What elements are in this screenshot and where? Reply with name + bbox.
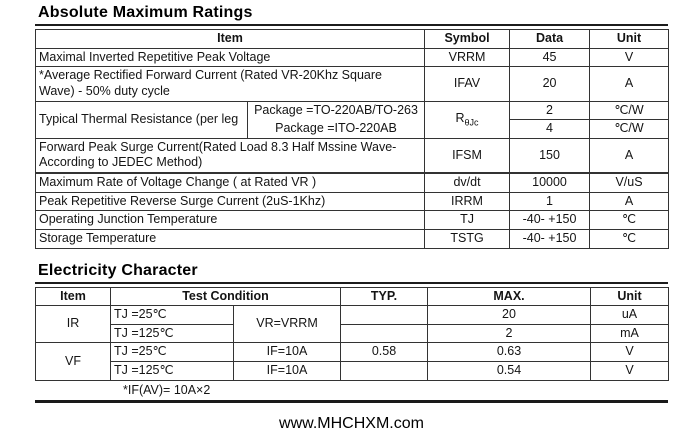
item-cell: Peak Repetitive Reverse Surge Current (2uS-1Khz) (36, 192, 425, 211)
package-cell: Package =ITO-220AB (248, 120, 425, 139)
item-cell: Operating Junction Temperature (36, 211, 425, 230)
header-test-condition: Test Condition (111, 287, 341, 306)
footnote: *IF(AV)= 10A×2 (35, 381, 668, 403)
condition-cell: TJ =125℃ (111, 362, 234, 381)
header-unit: Unit (590, 30, 669, 49)
max-cell: 20 (428, 306, 591, 325)
header-symbol: Symbol (425, 30, 510, 49)
data-cell: 4 (510, 120, 590, 139)
symbol-cell: IFAV (425, 67, 510, 101)
abs-max-header-row (36, 30, 669, 49)
data-cell: 20 (510, 67, 590, 101)
symbol-main: R (455, 110, 465, 125)
data-cell: 2 (510, 101, 590, 120)
header-item: Item (36, 287, 111, 306)
electricity-header-row (36, 287, 669, 306)
condition-cell: TJ =125℃ (111, 324, 234, 343)
table-row (36, 306, 669, 325)
condition-cell: TJ =25℃ (111, 343, 234, 362)
unit-cell: mA (591, 324, 669, 343)
header-typ: TYP. (341, 287, 428, 306)
data-cell: 1 (510, 192, 590, 211)
data-cell: 150 (510, 138, 590, 173)
data-cell: -40- +150 (510, 211, 590, 230)
data-cell: -40- +150 (510, 229, 590, 248)
header-max: MAX. (428, 287, 591, 306)
table-row (36, 324, 669, 343)
typ-cell (341, 324, 428, 343)
condition-cell: VR=VRRM (234, 306, 341, 343)
electricity-title: Electricity Character (35, 262, 668, 284)
website-text: www.MHCHXM.com (279, 414, 424, 432)
item-cell: Maximum Rate of Voltage Change ( at Rated VR ) (36, 173, 425, 192)
unit-cell: V (590, 48, 669, 67)
data-cell: 10000 (510, 173, 590, 192)
condition-cell: IF=10A (234, 362, 341, 381)
symbol-cell: dv/dt (425, 173, 510, 192)
item-cell: *Average Rectified Forward Current (Rated VR-20Khz Square Wave) - 50% duty cycle (36, 67, 425, 101)
table-row (36, 211, 669, 230)
header-data: Data (510, 30, 590, 49)
item-cell: Forward Peak Surge Current(Rated Load 8.3 Half Mssine Wave-According to JEDEC Method) (36, 138, 425, 173)
unit-cell: A (590, 67, 669, 101)
abs-max-table (35, 29, 669, 249)
typ-cell (341, 362, 428, 381)
item-cell: Storage Temperature (36, 229, 425, 248)
max-cell: 2 (428, 324, 591, 343)
item-cell: VF (36, 343, 111, 380)
table-row (36, 192, 669, 211)
condition-cell: TJ =25℃ (111, 306, 234, 325)
table-row (36, 173, 669, 192)
electricity-table (35, 287, 669, 381)
header-unit: Unit (591, 287, 669, 306)
unit-cell: V (591, 362, 669, 381)
max-cell: 0.63 (428, 343, 591, 362)
table-row (36, 343, 669, 362)
symbol-cell: IRRM (425, 192, 510, 211)
data-cell: 45 (510, 48, 590, 67)
unit-cell: V (591, 343, 669, 362)
unit-cell: A (590, 192, 669, 211)
table-row (36, 138, 669, 173)
symbol-cell (425, 101, 510, 138)
header-item: Item (36, 30, 425, 49)
unit-cell: ℃/W (590, 120, 669, 139)
unit-cell: uA (591, 306, 669, 325)
unit-cell: A (590, 138, 669, 173)
unit-cell: ℃/W (590, 101, 669, 120)
unit-cell: V/uS (590, 173, 669, 192)
item-cell: Maximal Inverted Repetitive Peak Voltage (36, 48, 425, 67)
item-cell: Typical Thermal Resistance (per leg (36, 101, 248, 138)
table-row (36, 67, 669, 101)
table-row (36, 101, 669, 120)
unit-cell: ℃ (590, 229, 669, 248)
typ-cell: 0.58 (341, 343, 428, 362)
unit-cell: ℃ (590, 211, 669, 230)
symbol-cell: TSTG (425, 229, 510, 248)
table-row (36, 229, 669, 248)
symbol-subscript: θJc (464, 117, 479, 128)
typ-cell (341, 306, 428, 325)
table-row (36, 362, 669, 381)
symbol-cell: IFSM (425, 138, 510, 173)
abs-max-title: Absolute Maximum Ratings (35, 4, 668, 26)
table-row (36, 48, 669, 67)
symbol-cell: TJ (425, 211, 510, 230)
condition-cell: IF=10A (234, 343, 341, 362)
item-cell: IR (36, 306, 111, 343)
symbol-cell: VRRM (425, 48, 510, 67)
package-cell: Package =TO-220AB/TO-263 (248, 101, 425, 120)
max-cell: 0.54 (428, 362, 591, 381)
